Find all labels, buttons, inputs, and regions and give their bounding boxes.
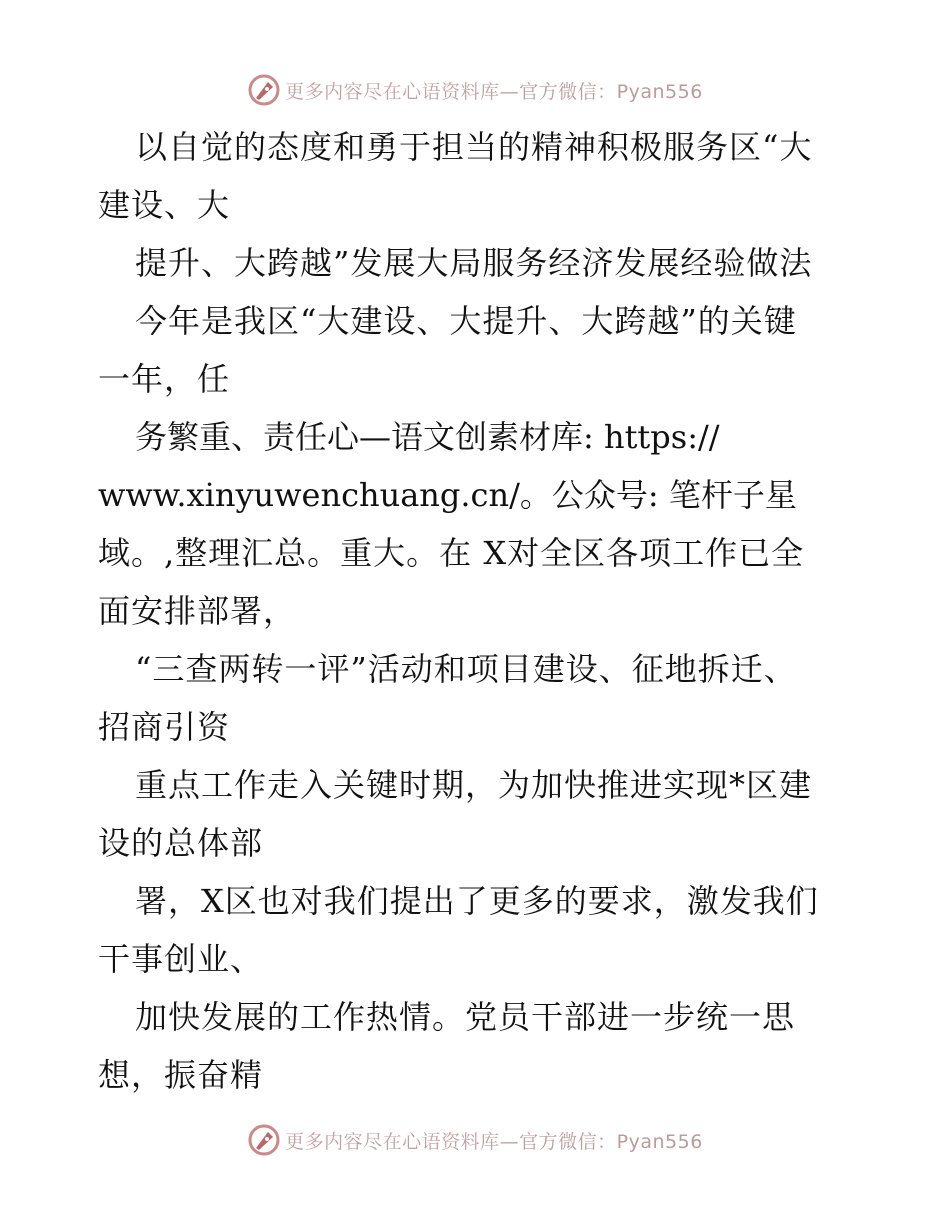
text-line: 署，X区也对我们提出了更多的要求，激发我们: [135, 882, 819, 920]
footer-watermark-banner: [0, 1122, 950, 1158]
dash: —: [499, 80, 520, 103]
text-line: 务繁重、责任心—语文创素材库: https://: [135, 418, 720, 456]
wechat-text: 官方微信：Pyan556: [519, 1130, 703, 1153]
dash: —: [499, 1130, 520, 1153]
pen-nib-circle-icon: [247, 1123, 281, 1157]
brand-text: 更多内容尽在心语资料库: [285, 1130, 500, 1153]
text-line: 面安排部署，: [98, 592, 297, 630]
text-line: 今年是我区“大建设、大提升、大跨越”的关键: [135, 302, 797, 340]
text-line: 想，振奋精: [98, 1056, 264, 1094]
text-line: “三查两转一评”活动和项目建设、征地拆迁、: [135, 650, 797, 688]
pen-nib-circle-icon: [247, 73, 281, 107]
text-line: 重点工作走入关键时期，为加快推进实现*区建: [135, 766, 813, 804]
text-line: 建设、大: [98, 186, 231, 224]
text-line: 以自觉的态度和勇于担当的精神积极服务区“大: [135, 128, 813, 166]
brand-text: 更多内容尽在心语资料库: [285, 80, 500, 103]
header-watermark-banner: [0, 72, 950, 108]
text-line: www.xinyuwenchuang.cn/。公众号: 笔杆子星: [98, 476, 797, 514]
text-line: 加快发展的工作热情。党员干部进一步统一思: [135, 998, 796, 1036]
document-body: [98, 118, 858, 1104]
text-line: 设的总体部: [98, 824, 264, 862]
watermark-text: [285, 77, 703, 104]
text-line: 域。,整理汇总。重大。在 X对全区各项工作已全: [98, 534, 805, 572]
wechat-text: 官方微信：Pyan556: [519, 80, 703, 103]
text-line: 一年，任: [98, 360, 231, 398]
text-line: 干事创业、: [98, 940, 264, 978]
text-line: 提升、大跨越”发展大局服务经济发展经验做法: [135, 244, 813, 282]
text-line: 招商引资: [98, 708, 231, 746]
watermark-text: [285, 1127, 703, 1154]
